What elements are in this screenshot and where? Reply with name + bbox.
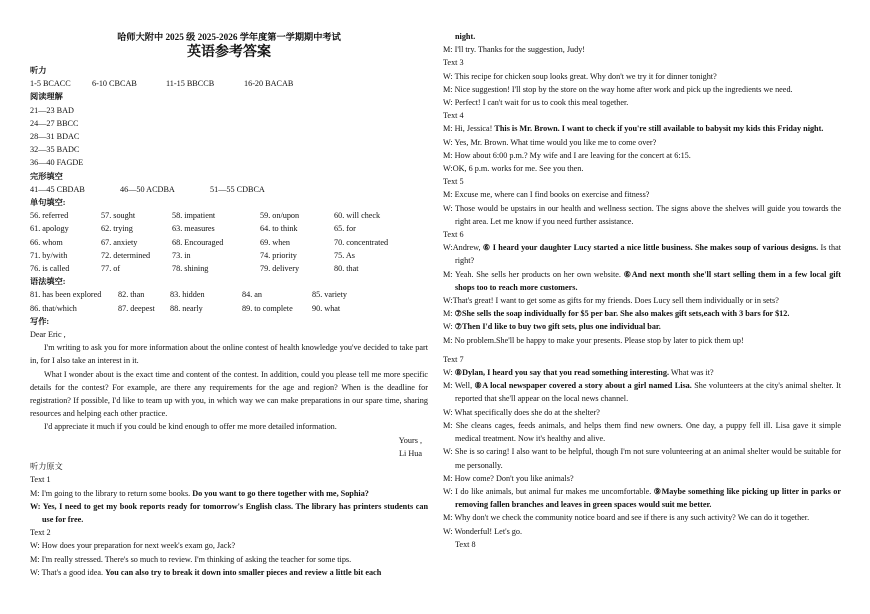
dialogue-line: W:OK, 6 p.m. works for me. See you then. bbox=[443, 164, 584, 174]
dialogue-line: W: This recipe for chicken soup looks great. Why don't we try it for dinner tonight? bbox=[443, 71, 717, 81]
transcript-heading: 听力原文 bbox=[30, 462, 63, 472]
cloze-heading: 完形填空 bbox=[30, 171, 63, 181]
dialogue-line: W: Yes, I need to get my book reports ready for tomorrow's English class. The library has printers students can use for free. bbox=[30, 501, 428, 524]
dialogue-line: M: Yeah. She sells her products on her own website. ⑥And next month she'll start selling them in a few local gift shops too to reach more customers. bbox=[443, 269, 842, 292]
text-label: Text 4 bbox=[443, 111, 464, 121]
dialogue-line: M: Well, ⑧A local newspaper covered a story about a girl named Lisa. She volunteers at the city's animal shelter. It reported that she'll appear on the local news channel. bbox=[443, 381, 841, 404]
reading-answer: 24—27 BBCC bbox=[30, 118, 79, 128]
text-label: Text 3 bbox=[443, 58, 464, 68]
dialogue-line: M: She cleans cages, feeds animals, and helps them find new owners. One day, a puppy fell ill. Lisa gave it simple medical treatment. Now it's healthy and alive. bbox=[443, 420, 841, 444]
reading-heading: 阅读理解 bbox=[30, 92, 63, 102]
dialogue-line: M: How come? Don't you like animals? bbox=[443, 473, 574, 483]
left-column bbox=[30, 0, 428, 579]
dialogue-line: W: Those would be upstairs in our health and wellness section. The signs above the shelves will guide you towards the right area. Let me know if you need further assistance. bbox=[443, 203, 841, 226]
letter-paragraph: I'd appreciate it much if you could be kind enough to offer me more detailed information. bbox=[44, 422, 337, 432]
school-header: 哈师大附中 2025 级 2025-2026 学年度第一学期期中考试 bbox=[117, 32, 341, 42]
dialogue-line: W: Yes, Mr. Brown. What time would you like me to come over? bbox=[443, 137, 657, 147]
word-fill-row: 61. apology 62. trying 63. measures 64. to think 65. for bbox=[30, 224, 356, 234]
dialogue-line: M: How about 6:00 p.m.? My wife and I are leaving for the concert at 6:15. bbox=[443, 150, 691, 160]
grammar-row: 81. has been explored 82. than 83. hidden 84. an 85. variety bbox=[30, 290, 348, 300]
text-label: Text 8 bbox=[455, 539, 476, 549]
right-column bbox=[443, 0, 841, 551]
dialogue-line: W: Perfect! I can't wait for us to cook this meal together. bbox=[443, 98, 629, 108]
text-label: Text 1 bbox=[30, 475, 51, 485]
word-fill-row: 66. whom 67. anxiety 68. Encouraged 69. when 70. concentrated bbox=[30, 237, 389, 247]
listening-heading: 听力 bbox=[30, 66, 47, 75]
dialogue-line: W: ⑦Then I'd like to buy two gift sets, plus one individual bar. bbox=[443, 322, 661, 332]
letter-paragraph: What I wonder about is the exact time and content of the contest. In addition, could you please tell me more specific details for the contest? For example, are there any requirements for the age and region? When is the deadline for registration? If possible, I'd like to team up with you, in which way we can make preparations in our spare time, sharing resources and helping each other practice. bbox=[30, 369, 428, 419]
reading-answer: 32—35 BADC bbox=[30, 145, 80, 155]
dialogue-line: W: Wonderful! Let's go. bbox=[443, 526, 523, 536]
dialogue-line: W:That's great! I want to get some as gifts for my friends. Does Lucy sell them individually or in sets? bbox=[443, 296, 779, 306]
grammar-row: 86. that/which 87. deepest 88. nearly 89. to complete 90. what bbox=[30, 303, 341, 313]
letter-paragraph: I'm writing to ask you for more information about the online contest of health knowledge you've decided to take part in, for I also take an interest in it. bbox=[30, 343, 428, 366]
dialogue-line: M: I'm really stressed. There's so much to review. I'm thinking of asking the teacher for some tips. bbox=[30, 554, 352, 564]
letter-closing: Yours , bbox=[398, 435, 422, 445]
reading-answer: 36—40 FAGDE bbox=[30, 158, 84, 168]
text-label: Text 6 bbox=[443, 230, 464, 240]
word-fill-heading: 单句填空: bbox=[30, 198, 66, 208]
dialogue-line: M: ⑦She sells the soap individually for $5 per bar. She also makes gift sets,each with 3 bars for $12. bbox=[443, 309, 790, 319]
letter-signature: Li Hua bbox=[399, 448, 422, 458]
writing-heading: 写作: bbox=[30, 316, 50, 326]
dialogue-line: M: Excuse me, where can I find books on exercise and fitness? bbox=[443, 190, 650, 200]
dialogue-line: W: She is so caring! I also want to be helpful, though I'm not sure volunteering at an animal shelter would be suitable for me personally. bbox=[443, 447, 841, 470]
word-fill-row: 76. is called 77. of 78. shining 79. delivery 80. that bbox=[30, 264, 359, 274]
text-label: Text 5 bbox=[443, 177, 464, 187]
dialogue-line: W: I do like animals, but animal fur makes me uncomfortable. ⑨Maybe something like picking up litter in parks or removing fallen branches and leaves in green spaces would suit me better. bbox=[443, 486, 842, 510]
dialogue-line: night. bbox=[455, 32, 476, 41]
dialogue-line: M: Hi, Jessica! This is Mr. Brown. I want to check if you're still available to babysit my kids this Friday night. bbox=[443, 124, 824, 134]
page-title: 英语参考答案 bbox=[187, 45, 271, 60]
grammar-heading: 语法填空: bbox=[30, 277, 66, 287]
dialogue-line: W: What specifically does she do at the shelter? bbox=[443, 407, 600, 417]
dialogue-line: W:Andrew, ⑥ I heard your daughter Lucy started a nice little business. She makes soup of various designs. Is that right? bbox=[443, 243, 842, 266]
text-label: Text 2 bbox=[30, 528, 51, 538]
reading-answer: 28—31 BDAC bbox=[30, 132, 80, 142]
letter-greeting: Dear Eric , bbox=[30, 330, 66, 340]
dialogue-line: M: Nice suggestion! I'll stop by the store on the way home after work and pick up the ingredients we need. bbox=[443, 84, 793, 94]
cloze-answers: 41—45 CBDAB 46—50 ACDBA 51—55 CDBCA bbox=[30, 184, 265, 194]
text-label: Text 7 bbox=[443, 354, 464, 364]
dialogue-line: M: Why don't we check the community notice board and see if there is any such activity? We can do it together. bbox=[443, 513, 810, 523]
dialogue-line: W: How does your preparation for next week's exam go, Jack? bbox=[30, 541, 236, 551]
dialogue-line: W: That's a good idea. You can also try to break it down into smaller pieces and review a little bit each bbox=[30, 567, 382, 577]
reading-answer: 21—23 BAD bbox=[30, 105, 74, 115]
listening-answers: 1-5 BCACC 6-10 CBCAB 11-15 BBCCB 16-20 BACAB bbox=[30, 79, 294, 89]
dialogue-line: M: I'm going to the library to return some books. Do you want to go there together with me, Sophia? bbox=[30, 488, 369, 498]
dialogue-line: M: I'll try. Thanks for the suggestion, Judy! bbox=[443, 45, 586, 55]
dialogue-line: M: No problem.She'll be happy to make your presents. Please stop by later to pick them up! bbox=[443, 335, 744, 345]
word-fill-row: 71. by/with 72. determined 73. in 74. priority 75. As bbox=[30, 250, 355, 260]
word-fill-row: 56. referred 57. sought 58. impatient 59. on/upon 60. will check bbox=[30, 211, 381, 221]
dialogue-line: W: ⑧Dylan, I heard you say that you read something interesting. What was it? bbox=[443, 368, 714, 378]
